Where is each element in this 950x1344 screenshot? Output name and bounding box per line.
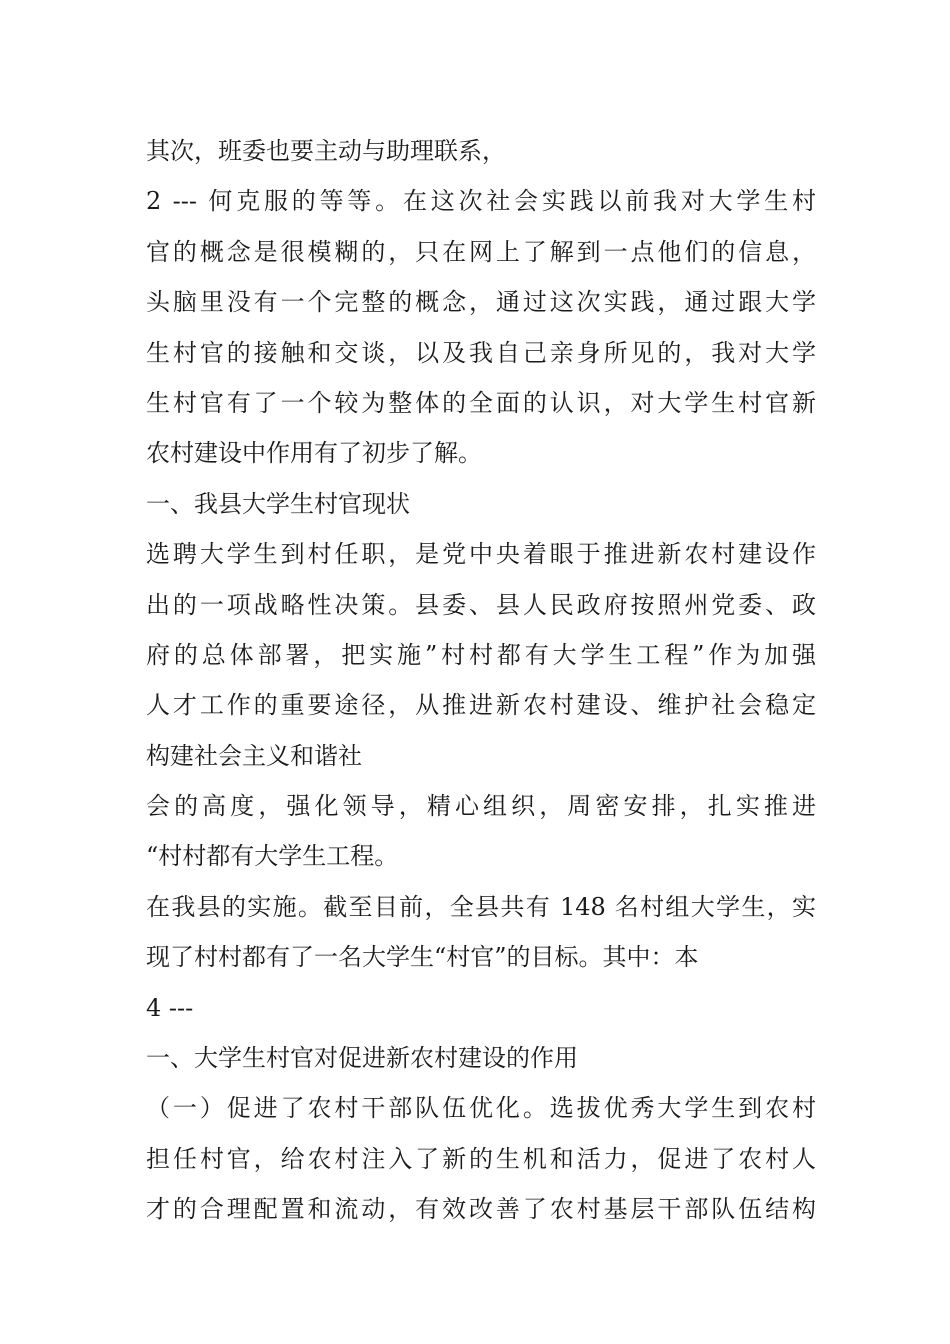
text-line: 生村官有了一个较为整体的全面的认识，对大学生村官新 xyxy=(146,388,816,417)
text-line: 在我县的实施。截至目前，全县共有 148 名村组大学生，实 xyxy=(146,892,816,921)
text-line: 生村官的接触和交谈，以及我自己亲身所见的，我对大学 xyxy=(146,338,816,367)
text-line: 农村建设中作用有了初步了解。 xyxy=(146,439,482,468)
text-line: 担任村官，给农村注入了新的生机和活力，促进了农村人 xyxy=(146,1144,816,1173)
text-line: 一、我县大学生村官现状 xyxy=(146,489,410,518)
text-line: 会的高度，强化领导，精心组织，周密安排，扎实推进 xyxy=(146,792,816,821)
text-line: 2 --- 何克服的等等。在这次社会实践以前我对大学生村 xyxy=(146,187,816,216)
text-line: 头脑里没有一个完整的概念，通过这次实践，通过跟大学 xyxy=(146,288,816,317)
text-line: 构建社会主义和谐社 xyxy=(146,741,362,770)
text-line: 现了村村都有了一名大学生“村官”的目标。其中：本 xyxy=(146,943,699,972)
text-line: “村村都有大学生工程。 xyxy=(146,842,399,871)
text-line: 其次，班委也要主动与助理联系， xyxy=(146,137,506,165)
text-line: 一、大学生村官对促进新农村建设的作用 xyxy=(146,1044,578,1073)
text-line: 官的概念是很模糊的，只在网上了解到一点他们的信息， xyxy=(146,237,816,266)
text-line: 4 --- xyxy=(146,993,194,1022)
text-line: 选聘大学生到村任职，是党中央着眼于推进新农村建设作 xyxy=(146,540,816,569)
text-line: 府的总体部署，把实施”村村都有大学生工程”作为加强 xyxy=(146,640,816,669)
text-line: （一）促进了农村干部队伍优化。选拔优秀大学生到农村 xyxy=(146,1094,816,1123)
document-body xyxy=(146,126,816,1235)
text-line: 人才工作的重要途径，从推进新农村建设、维护社会稳定 xyxy=(146,691,816,720)
text-line: 才的合理配置和流动，有效改善了农村基层干部队伍结构 xyxy=(146,1195,816,1224)
text-line: 出的一项战略性决策。县委、县人民政府按照州党委、政 xyxy=(146,590,816,619)
